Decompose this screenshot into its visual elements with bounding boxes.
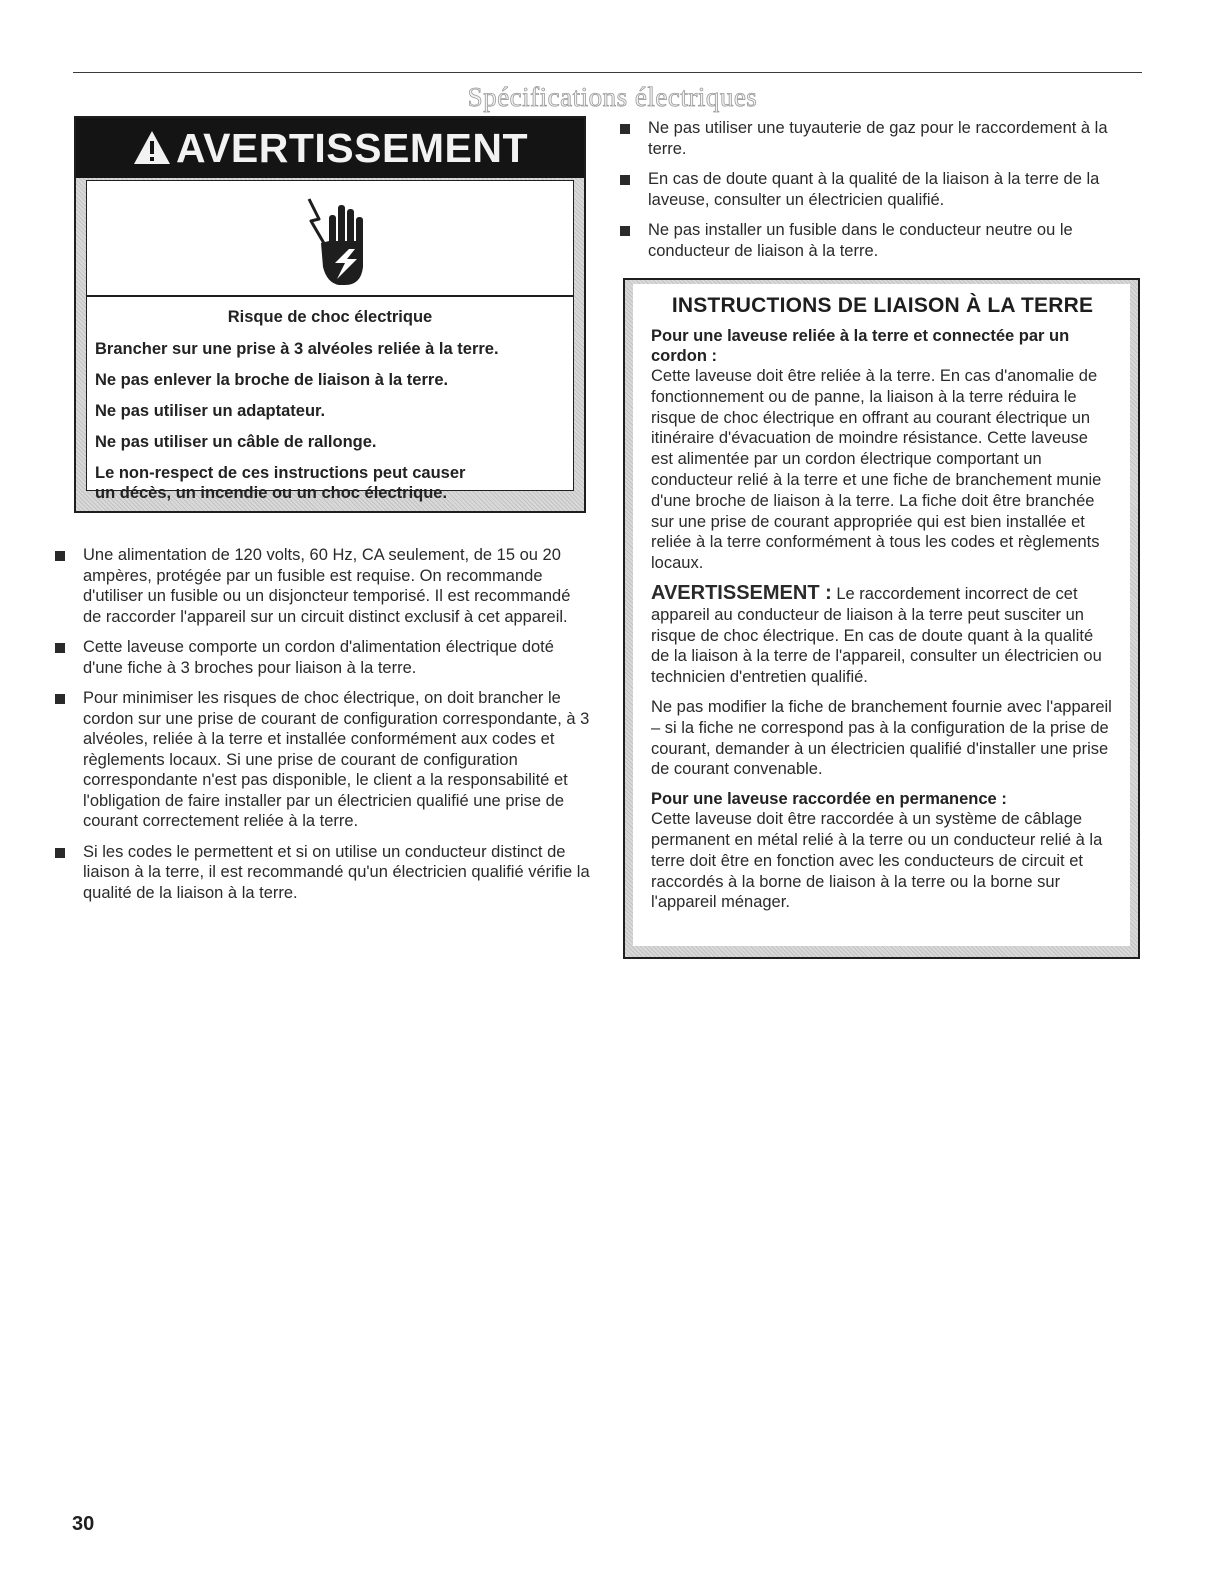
- list-item-text: En cas de doute quant à la qualité de la liaison à la terre de la laveuse, consulter un électricien qualifié.: [648, 170, 1100, 209]
- grounding-warning-label: AVERTISSEMENT :: [651, 581, 832, 604]
- warning-subheading: Risque de choc électrique: [227, 308, 433, 326]
- warning-line: Le non-respect de ces instructions peut causer: [95, 464, 466, 482]
- bullet-square-icon: [620, 124, 630, 134]
- grounding-warning-paragraph: [651, 583, 1114, 688]
- bullet-square-icon: [55, 551, 65, 561]
- grounding-instructions-box: [623, 278, 1140, 959]
- grounding-instructions-panel: [633, 284, 1130, 946]
- grounding-title: INSTRUCTIONS DE LIAISON À LA TERRE: [671, 294, 1094, 317]
- warning-line: Ne pas utiliser un câble de rallonge.: [95, 433, 377, 451]
- list-item: [55, 688, 590, 832]
- bullet-square-icon: [620, 175, 630, 185]
- permanent-connection-text: Cette laveuse doit être raccordée à un système de câblage permanent en métal relié à la terre ou un conducteur relié à la terre doit être en fonction avec les conducteurs de circuit et raccordés à la borne de liaison à la terre ou la borne sur l'appareil ménager.: [651, 810, 1103, 912]
- warning-line: un décès, un incendie ou un choc électrique.: [95, 484, 448, 502]
- section-title: Spécifications électriques: [467, 82, 758, 112]
- list-item-text: Une alimentation de 120 volts, 60 Hz, CA seulement, de 15 ou 20 ampères, protégée par un fusible est requise. On recommande d'utiliser un fusible ou un disjoncteur temporisé. Il est recommandé de raccorder l'appareil sur un circuit distinct exclusif à cet appareil.: [83, 546, 571, 626]
- warning-header: [76, 118, 584, 178]
- bullet-square-icon: [620, 226, 630, 236]
- list-item-text: Si les codes le permettent et si on utilise un conducteur distinct de liaison à la terre, il est recommandé qu'un électricien qualifié vérifie la qualité de la liaison à la terre.: [83, 842, 590, 902]
- warning-line: Brancher sur une prise à 3 alvéoles reliée à la terre.: [95, 340, 499, 358]
- warning-heading: AVERTISSEMENT: [176, 124, 528, 171]
- grounding-warning-text: Le raccordement incorrect de cet appareil au conducteur de liaison à la terre peut susciter un risque de choc électrique. En cas de doute quant à la qualité de la liaison à la terre de l'appareil, consulter un électricien ou technicien d'entretien qualifié.: [651, 584, 1102, 687]
- left-bullet-list: [55, 545, 590, 913]
- top-rule: [73, 72, 1142, 73]
- list-item-text: Ne pas utiliser une tuyauterie de gaz pour le raccordement à la terre.: [648, 119, 1108, 158]
- warning-box: [74, 116, 586, 513]
- list-item: [55, 637, 590, 678]
- list-item-text: Ne pas installer un fusible dans le conducteur neutre ou le conducteur de liaison à la terre.: [648, 221, 1073, 260]
- right-bullet-list: [620, 118, 1148, 271]
- list-item-text: Cette laveuse comporte un cordon d'alimentation électrique doté d'une fiche à 3 broches pour liaison à la terre.: [83, 638, 554, 677]
- electric-shock-hand-icon: [305, 197, 369, 289]
- plug-modification-text: Ne pas modifier la fiche de branchement fournie avec l'appareil – si la fiche ne correspond pas à la configuration de la prise de courant, demander à un électricien qualifié d'installer une prise de courant convenable.: [651, 697, 1112, 779]
- cord-connected-heading: Pour une laveuse reliée à la terre et connectée par un cordon :: [651, 327, 1070, 365]
- cord-connected-text: Cette laveuse doit être reliée à la terre. En cas d'anomalie de fonctionnement ou de panne, la liaison à la terre réduira le risque de choc électrique en offrant au courant électrique un itinéraire d'évacuation de moindre résistance. Cette laveuse est alimentée par un cordon électrique comportant un conducteur relié à la terre et une fiche de branchement munie d'une broche de liaison à la terre. La fiche doit être branchée sur une prise de courant appropriée qui est bien installée et reliée à la terre conformément à tous les codes et règlements locaux.: [651, 367, 1102, 573]
- list-item: [55, 842, 590, 904]
- warning-line: Ne pas enlever la broche de liaison à la terre.: [95, 371, 449, 389]
- permanent-connection-heading: Pour une laveuse raccordée en permanence :: [651, 790, 1007, 809]
- list-item: [620, 169, 1148, 210]
- list-item: [620, 220, 1148, 261]
- page-number: 30: [72, 1513, 95, 1535]
- warning-line: Ne pas utiliser un adaptateur.: [95, 402, 326, 420]
- list-item-text: Pour minimiser les risques de choc électrique, on doit brancher le cordon sur une prise de courant de configuration correspondante, à 3 alvéoles, reliée à la terre et installée conformément aux codes et règlements locaux. Si une prise de courant de configuration correspondante n'est pas disponible, le client a la responsabilité et l'obligation de faire installer par un électricien qualifié une prise de courant correctement reliée à la terre.: [83, 689, 590, 830]
- warning-text-panel: [86, 295, 574, 502]
- bullet-square-icon: [55, 848, 65, 858]
- bullet-square-icon: [55, 643, 65, 653]
- bullet-square-icon: [55, 694, 65, 704]
- list-item: [55, 545, 590, 627]
- list-item: [620, 118, 1148, 159]
- warning-triangle-icon: [132, 128, 172, 168]
